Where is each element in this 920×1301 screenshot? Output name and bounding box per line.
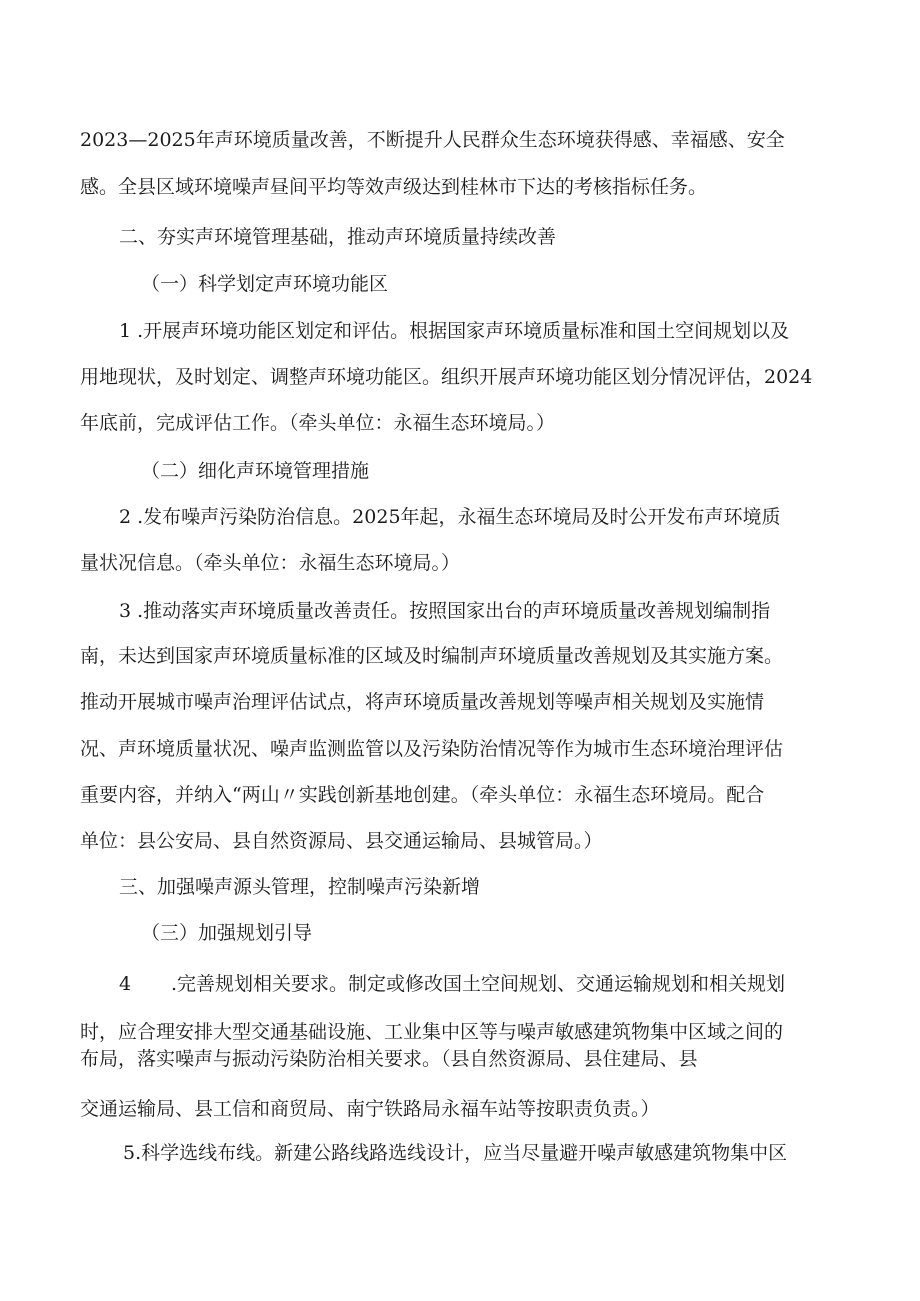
paragraph-line: 推动开展城市噪声治理评估试点，将声环境质量改善规划等噪声相关规划及实施情 bbox=[80, 691, 765, 713]
paragraph-line: 单位：县公安局、县自然资源局、县交通运输局、县城管局。） bbox=[80, 830, 603, 852]
subsection-heading: （二）细化声环境管理措施 bbox=[141, 460, 370, 482]
section-heading: 二、夯实声环境管理基础，推动声环境质量持续改善 bbox=[119, 226, 557, 248]
paragraph-line: 感。全县区域环境噪声昼间平均等效声级达到桂林市下达的考核指标任务。 bbox=[80, 176, 708, 198]
list-item-line bbox=[119, 504, 781, 530]
list-item-line bbox=[119, 598, 770, 624]
paragraph-line: 2023—2025年声环境质量改善，不断提升人民群众生态环境获得感、幸福感、安全 bbox=[80, 129, 785, 151]
paragraph-line: 布局，落实噪声与振动污染防治相关要求。（县自然资源局、县住建局、县 bbox=[80, 1048, 698, 1070]
subsection-heading: （三）加强规划引导 bbox=[141, 922, 313, 944]
paragraph-line: 时，应合理安排大型交通基础设施、工业集中区等与噪声敏感建筑物集中区域之间的 bbox=[80, 1021, 784, 1043]
item-text: .科学选线布线。新建公路线路选线设计，应当尽量避开噪声敏感建筑物集中区 bbox=[135, 1142, 788, 1164]
item-text: .发布噪声污染防治信息。2025年起，永福生态环境局及时公开发布声环境质 bbox=[137, 506, 781, 528]
item-number: 1 bbox=[119, 320, 132, 342]
subsection-heading: （一）科学划定声环境功能区 bbox=[141, 273, 389, 295]
list-item-line bbox=[119, 971, 785, 997]
paragraph-line: 重要内容，并纳入“两山〃实践创新基地创建。（牵头单位：永福生态环境局。配合 bbox=[80, 784, 765, 806]
paragraph-line: 交通运输局、县工信和商贸局、南宁铁路局永福车站等按职责负责。） bbox=[80, 1098, 660, 1120]
list-item-line bbox=[123, 1140, 787, 1166]
item-number: 2 bbox=[119, 506, 132, 528]
item-number: 4 bbox=[119, 973, 132, 995]
item-number: 3 bbox=[119, 600, 132, 622]
paragraph-line: 量状况信息。（牵头单位：永福生态环境局。） bbox=[80, 552, 461, 574]
item-text: .完善规划相关要求。制定或修改国土空间规划、交通运输规划和相关规划 bbox=[171, 973, 786, 995]
item-number: 5 bbox=[123, 1142, 136, 1164]
list-item-line bbox=[119, 318, 789, 344]
paragraph-line: 用地现状，及时划定、调整声环境功能区。组织开展声环境功能区划分情况评估，2024 bbox=[80, 366, 813, 388]
paragraph-line: 况、声环境质量状况、噪声监测监管以及污染防治情况等作为城市生态环境治理评估 bbox=[80, 738, 784, 760]
paragraph-line: 年底前，完成评估工作。（牵头单位：永福生态环境局。） bbox=[80, 412, 556, 434]
section-heading: 三、加强噪声源头管理，控制噪声污染新增 bbox=[119, 876, 481, 898]
item-text: .推动落实声环境质量改善责任。按照国家出台的声环境质量改善规划编制指 bbox=[137, 600, 771, 622]
item-text: .开展声环境功能区划定和评估。根据国家声环境质量标准和国土空间规划以及 bbox=[137, 320, 790, 342]
paragraph-line: 南，未达到国家声环境质量标准的区域及时编制声环境质量改善规划及其实施方案。 bbox=[80, 645, 784, 667]
